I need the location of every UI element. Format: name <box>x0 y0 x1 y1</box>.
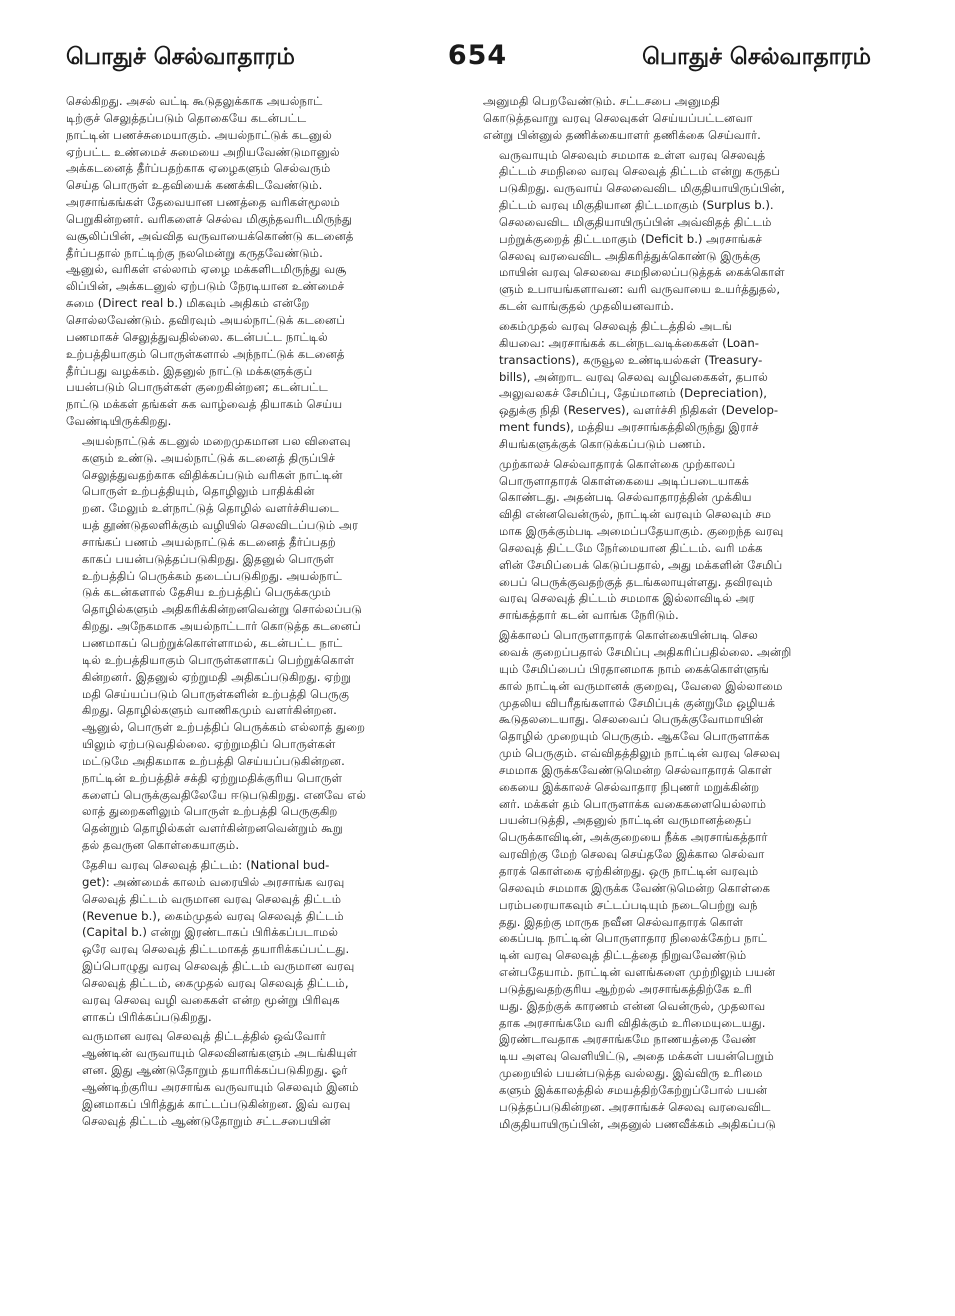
text-line: மட்டுமே அதிகமாக உற்பத்தி செய்யப்படுகின்றன. <box>82 753 345 768</box>
text-line: செலவுத் திட்டம் ஆண்டுதோறும் சட்டசபையின் <box>82 1113 331 1128</box>
text-line: தாக அரசாங்கமே வரி விதிக்கும் உரிமையுடையது. <box>499 1015 766 1030</box>
text-line: தது. இதற்கு மாருக நவீன செல்வாதாரக் கொள் <box>499 914 744 929</box>
text-line: தீர்ப்பதால் நாட்டிற்கு நலமென்று கருதவேண்டும். <box>66 245 323 260</box>
text-line: பெறுகின்றனர். வரிகளைச் செல்வ மிகுந்தவரிடமிருந்து <box>66 211 353 226</box>
text-line: பற்றுக்குறைத் திட்டமாகும் (Deficit b.) அரசாங்கச் <box>499 231 762 246</box>
text-line: காகப் பயன்படுத்தப்படுகிறது. இதனுல் பொருள் <box>82 551 335 566</box>
running-title-left: பொதுச் செல்வாதாரம் <box>66 44 295 70</box>
text-line: படுத்துவதற்குரிய ஆற்றல் அரசாங்கத்திற்கே உரி <box>499 981 753 996</box>
text-line: சுமை (Direct real b.) மிகவும் அதிகம் என்றே <box>66 296 310 311</box>
paragraph <box>66 1028 466 1129</box>
text-line: னர். மக்கள் தம் பொருளாக்க வகைகளையெல்லாம் <box>499 796 767 811</box>
text-line: ஆனுல், பொருள் உற்பத்திப் பெருக்கம் எல்லாத் துறை <box>82 720 366 735</box>
text-line: ளாகப் பிரிக்கப்படுகிறது. <box>82 1009 212 1024</box>
text-line: செலவு வரவைவிட அதிகரித்துக்கொண்டு இருக்கு <box>499 248 761 263</box>
text-line: bills), அன்றாட வரவு செலவு வழிவகைகள், தபால் <box>499 369 768 384</box>
text-line: டில் உற்பத்தியாகும் பொருள்களாகப் பெற்றுக்கொள் <box>82 652 355 667</box>
text-line: செல்கிறது. அசல் வட்டி கூடுதலுக்காக அயல்நாட் <box>66 94 323 108</box>
text-line: பெருக்காவிடின், அக்குறையை நீக்க அரசாங்கத்தார் <box>499 830 768 845</box>
text-line: நாட்டின் உற்பத்திச் சக்தி ஏற்றுமதிக்குரிய பொருள் <box>82 770 343 785</box>
text-line: பணமாகச் செலுத்துவதில்லை. கடன்பட்ட நாட்டில் <box>66 329 328 344</box>
text-line: தேசிய வரவு செலவுத் திட்டம்: (National bud- <box>82 857 330 872</box>
text-line: என்பதேயாம். நாட்டின் வளங்களை முற்றிலும் பயன் <box>499 965 776 980</box>
right-text-column <box>483 93 883 1303</box>
text-line: கிறது. தொழில்களும் வாணிகமும் வளர்கின்றன. <box>82 703 337 718</box>
text-line: சமமாக இருக்கவேண்டுமென்ற செல்வாதாரக் கொள் <box>499 762 772 777</box>
text-line: யிலும் ஏற்படுவதில்லை. ஏற்றுமதிப் பொருள்கள் <box>82 737 336 752</box>
text-line: தல் தவருன கொள்கையாகும். <box>82 838 240 853</box>
text-line: மாக இருக்கும்படி அமைப்பதேயாகும். குறைந்த வரவு <box>499 524 784 539</box>
text-line: அனுமதி பெறவேண்டும். சட்டசபை அனுமதி <box>483 94 721 108</box>
text-line: றன. மேலும் உள்நாட்டுத் தொழில் வளர்ச்சியடை <box>82 501 339 516</box>
text-line: ளும் உபாயங்களாவன: வரி வருவாயை உயர்த்துதல், <box>499 282 781 297</box>
text-line: ஒதுக்கு நிதி (Reserves), வளர்ச்சி நிதிகள் (Develop- <box>499 403 779 418</box>
text-line: ளன. இது ஆண்டுதோறும் தயாரிக்கப்படுகிறது. ஓர் <box>82 1063 348 1078</box>
text-line: படுகிறது. வருவாய் செலவைவிட மிகுதியாயிருப்பின், <box>499 181 785 196</box>
text-line: ஒரே வரவு செலவுத் திட்டமாகத் தயாரிக்கப்பட்டது. <box>82 942 350 957</box>
text-line: கொடுத்தவாறு வரவு செலவுகள் செய்யப்பட்டனவா <box>483 110 753 125</box>
page-header <box>0 40 955 80</box>
text-line: அக்கடனைத் தீர்ப்பதற்காக ஏழைகளும் செல்வரும் <box>66 161 331 176</box>
text-line: கடன் வாங்குதல் முதலியனவாம். <box>499 299 674 314</box>
text-line: செலவுத் திட்டம், கைமுதல் வரவு செலவுத் திட்டம், <box>82 975 349 990</box>
text-line: கிறது. அநேகமாக அயல்நாட்டார் கொடுத்த கடனைப் <box>82 619 361 634</box>
text-line: தாரக் கொள்கை ஏற்கின்றது. ஒரு நாட்டின் வரவும் <box>499 863 759 878</box>
paragraph <box>483 147 883 315</box>
paragraph <box>66 433 466 854</box>
text-line: முதலிய விபரீதங்களால் சேமிப்புக் குன்றுமே ஒழியக் <box>499 695 776 710</box>
text-line: கைப்படி நாட்டின் பொருளாதார நிலைக்கேற்ப நாட் <box>499 931 768 946</box>
text-line: யத் தூண்டுதலளிக்கும் வழியில் செலவிடப்படும் அர <box>82 518 359 533</box>
text-line: தென்றும் தொழில்கள் வளர்கின்றனவென்றும் கூறு <box>82 821 343 836</box>
paragraph <box>483 456 883 624</box>
text-line: சாங்கத்தார் கடன் வாங்க நேரிடும். <box>499 608 679 623</box>
text-line: வசூலிப்பின், அவ்வித வருவாயைக்கொண்டு கடனைத் <box>66 228 354 243</box>
text-line: வரவிற்கு மேற் செலவு செய்தலே இக்கால செல்வா <box>499 847 765 862</box>
paragraph <box>483 93 883 144</box>
text-line: களும் உண்டு. அயல்நாட்டுக் கடனைத் திருப்பிச் <box>82 450 335 465</box>
text-line: வருவாயும் செலவும் சமமாக உள்ள வரவு செலவுத் <box>499 147 766 162</box>
text-line: லிப்பின், அக்கடனுல் ஏற்படும் நேரடியான உண்மைச் <box>66 279 345 294</box>
text-line: வேண்டியிருக்கிறது. <box>66 414 172 429</box>
text-line: கையை இக்காலச் செல்வாதார நிபுணர் மறுக்கின்ற <box>499 779 760 794</box>
text-line: இக்காலப் பொருளாதாரக் கொள்கையின்படி செல <box>499 628 758 643</box>
text-line: லாத் துறைகளிலும் பொருள் உற்பத்தி பெருகுகிற <box>82 804 338 819</box>
text-line: மதி செய்யப்படும் பொருள்களின் உற்பத்தி பெருகு <box>82 686 350 701</box>
text-line: வைக் குறைப்பதால் சேமிப்பு அதிகரிப்பதில்லை. அன்றி <box>499 645 792 659</box>
text-line: முற்காலச் செல்வாதாரக் கொள்கை முற்காலப் <box>499 456 736 471</box>
text-line: பொருள் உற்பத்தியும், தொழிலும் பாதிக்கின் <box>82 484 315 499</box>
text-line: செலவுத் திட்டமே நேர்மையான திட்டம். வரி மக்க <box>499 540 763 555</box>
text-line: ஆண்டின் வருவாயும் செலவினங்களும் அடங்கியுள் <box>82 1046 357 1061</box>
text-line: செய்த பொருள் உதவியைக் கணக்கிடவேண்டும். <box>66 178 323 193</box>
text-line: கைம்முதல் வரவு செலவுத் திட்டத்தில் அடங் <box>499 318 733 333</box>
text-line: செலவுத் திட்டம் வருமான வரவு செலவுத் திட்டம் <box>82 891 342 906</box>
text-line: சொல்லவேண்டும். தவிரவும் அயல்நாட்டுக் கடனைப் <box>66 312 346 327</box>
paragraph <box>483 318 883 453</box>
text-line: நாட்டு மக்கள் தங்கள் சுக வாழ்வைத் தியாகம் செய்ய <box>66 397 343 412</box>
paragraph <box>483 627 883 1132</box>
running-title-right: பொதுச் செல்வாதாரம் <box>642 44 871 70</box>
text-line: பயன்படும் பொருள்கள் குறைகின்றன; கடன்பட்ட <box>66 380 328 395</box>
text-line: மிகுதியாயிருப்பின், அதனுல் பணவீக்கம் அதிகப்படு <box>499 1116 776 1131</box>
text-line: இனமாகப் பிரித்துக் காட்டப்படுகின்றன. இவ் வரவு <box>82 1096 351 1111</box>
text-line: transactions), கருவூல உண்டியல்கள் (Treasury- <box>499 352 763 367</box>
text-line: டுக் கடன்களால் தேசிய உற்பத்திப் பெருக்கமும் <box>82 585 331 600</box>
text-line: அரசாங்கங்கள் தேவையான பணத்தை வரிகள்மூலம் <box>66 195 340 210</box>
text-line: என்று பின்னுல் தணிக்கையாளர் தணிக்கை செய்வார். <box>483 127 761 142</box>
text-line: ஆனுல், வரிகள் எல்லாம் ஏழை மக்களிடமிருந்து வசூ <box>66 262 347 277</box>
text-line: தொழில்களும் அதிகரிக்கின்றனவென்று சொல்லப்படு <box>82 602 362 617</box>
text-line: செலவும் சமமாக இருக்க வேண்டுமென்ற கொள்கை <box>499 880 771 895</box>
text-line: கால் நாட்டின் வருமானக் குறைவு, வேலை இல்லாமை <box>499 678 783 693</box>
left-text-column <box>66 93 466 1303</box>
text-line: தொழில் முறையும் பெருகும். ஆகவே பொருளாக்க <box>499 729 770 744</box>
text-line: ஏற்பட்ட உண்மைச் சுமையை அறியவேண்டுமானுல் <box>66 144 340 159</box>
text-line: கியவை: அரசாங்கக் கடன்நடவடிக்கைகள் (Loan- <box>499 335 759 350</box>
text-line: யும் சேமிப்பைப் பிரதானமாக நாம் கைக்கொள்ளுங் <box>499 661 770 676</box>
text-line: தீர்ப்பது வழக்கம். இதனுல் நாட்டு மக்களுக்குப் <box>66 363 313 378</box>
text-line: டிற்குச் செலுத்தப்படும் தொகையே கடன்பட்ட <box>66 110 307 125</box>
text-line: பணமாகப் பெற்றுக்கொள்ளாமல், கடன்பட்ட நாட் <box>82 636 343 650</box>
text-line: வருமான வரவு செலவுத் திட்டத்தில் ஒவ்வோர் <box>82 1029 326 1044</box>
text-line: வரவு செலவுத் திட்டம் சமமாக இல்லாவிடில் அர <box>499 591 755 606</box>
text-line: (Capital b.) என்று இரண்டாகப் பிரிக்கப்படாமல் <box>82 925 339 940</box>
text-line: முறையில் பயன்படுத்த வல்லது. இவ்விரு உரிமை <box>499 1066 763 1081</box>
text-line: களும் இக்காலத்தில் சமயத்திற்கேற்றுப்போல் பயன் <box>499 1082 768 1097</box>
page-number: 654 <box>447 40 508 71</box>
text-line: அலுவலகச் சேமிப்பு, தேய்மானம் (Depreciation), <box>499 386 767 401</box>
text-line: கின்றனர். இதனுல் ஏற்றுமதி அதிகப்படுகிறது. ஏற்று <box>82 669 351 684</box>
text-line: பைப் பெருக்குவதற்குத் தடங்கலாயுள்ளது. தவிரவும் <box>499 574 773 589</box>
text-line: இப்பொழுது வரவு செலவுத் திட்டம் வருமான வரவு <box>82 959 355 974</box>
text-line: கொண்டது. அதன்படி செல்வாதாரத்தின் முக்கிய <box>499 490 752 505</box>
paragraph <box>66 857 466 1025</box>
text-line: திட்டம் சமநிலை வரவு செலவுத் திட்டம் என்று கருதப் <box>499 164 781 179</box>
text-line: சியங்களுக்குக் கொடுக்கப்படும் பணம். <box>499 436 706 451</box>
text-line: செலவைவிட மிகுதியாயிருப்பின் அவ்விதத் திட்டம் <box>499 214 772 229</box>
text-line: களைப் பெருக்குவதிலேயே ஈடுபடுகிறது. எனவே எல் <box>82 787 367 802</box>
text-line: சாங்கப் பணம் அயல்நாட்டுக் கடனைத் தீர்ப்பதற் <box>82 534 336 549</box>
text-line: திட்டம் வரவு மிகுதியான திட்டமாகும் (Surplus b.). <box>499 198 774 213</box>
text-line: படுத்தப்படுகின்றன. அரசாங்கச் செலவு வரவைவிட <box>499 1099 771 1114</box>
text-line: டிய அளவு வெளியிட்டு, அதை மக்கள் பயன்பெறும் <box>499 1049 774 1064</box>
text-line: (Revenue b.), கைம்முதல் வரவு செலவுத் திட்டம் <box>82 908 344 923</box>
paragraph <box>66 93 466 430</box>
text-line: விதி என்னவென்ருல், நாட்டின் வரவும் செலவும் சம <box>499 507 772 522</box>
text-line: உற்பத்தியாகும் பொருள்களால் அந்நாட்டுக் கடனைத் <box>66 346 345 361</box>
text-line: ஆண்டிற்குரிய அரசாங்க வருவாயும் செலவும் இனம் <box>82 1079 359 1094</box>
text-line: அயல்நாட்டுக் கடனுல் மறைமுகமான பல விளைவு <box>82 433 351 448</box>
text-line: நாட்டின் பணச்சுமையாகும். அயல்நாட்டுக் கடனுல் <box>66 127 332 142</box>
text-line: ளின் சேமிப்பைக் கெடுப்பதால், அது மக்களின் சேமிப் <box>499 557 783 572</box>
text-line: செலுத்துவதற்காக விதிக்கப்படும் வரிகள் நாட்டின் <box>82 467 343 482</box>
text-line: உற்பத்திப் பெருக்கம் தடைப்படுகிறது. அயல்நாட் <box>82 568 343 583</box>
text-line: பரம்பரையாகவும் சட்டப்படியும் நடைபெற்று வந் <box>499 897 758 912</box>
text-line: பயன்படுத்தி, அதனுல் நாட்டின் வருமானத்தைப் <box>499 813 752 828</box>
text-line: டின் வரவு செலவுத் திட்டத்தை நிறுவவேண்டும் <box>499 948 747 963</box>
text-line: ment funds), மத்திய அரசாங்கத்திலிருந்து இராச் <box>499 420 759 435</box>
text-line: வரவு செலவு வழி வகைகள் என்ற மூன்று பிரிவுக <box>82 992 340 1007</box>
text-line: மும் பெருகும். எவ்விதத்திலும் நாட்டின் வரவு செலவு <box>499 746 781 761</box>
text-line: கூடுதலடையாது. செலவைப் பெருக்குவோமாயின் <box>499 712 764 727</box>
text-line: get): அண்மைக் காலம் வரையில் அரசாங்க வரவு <box>82 874 345 889</box>
text-line: யது. இதற்குக் காரணம் என்ன வென்ருல், முதலாவ <box>499 998 766 1013</box>
text-line: மாயின் வரவு செலவை சமநிலைப்படுத்தக் கைக்கொள் <box>499 265 785 280</box>
text-line: இரண்டாவதாக அரசாங்கமே நாணயத்தை வேண் <box>499 1032 757 1047</box>
text-line: பொருளாதாரக் கொள்கையை அடிப்படையாகக் <box>499 473 750 488</box>
